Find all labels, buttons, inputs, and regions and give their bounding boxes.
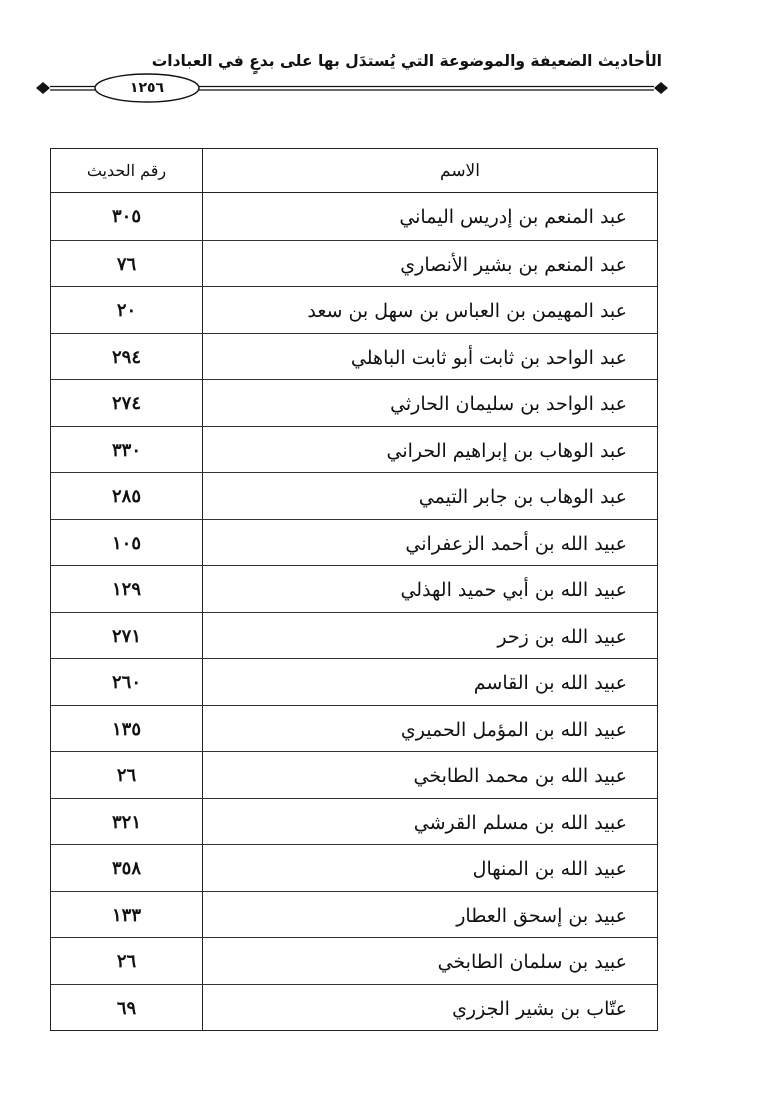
table-row [51,751,657,798]
hadith-number: ٣٣٠ [51,427,203,473]
table-row [51,798,657,845]
table-row [51,984,657,1031]
hadith-number: ٣٠٥ [51,193,203,240]
table-row [51,658,657,705]
narrator-name: عبيد الله بن مسلم القرشي [413,811,627,834]
table-row [51,240,657,287]
narrator-name: عتّاب بن بشير الجزري [452,997,627,1020]
names-index-table [50,148,658,1031]
narrator-name: عبد الواحد بن ثابت أبو ثابت الباهلي [350,346,627,369]
narrator-name: عبيد الله بن المؤمل الحميري [400,718,627,741]
table-row [51,565,657,612]
hadith-number: ٢٧٤ [51,380,203,426]
narrator-name: عبيد بن إسحق العطار [456,904,627,927]
narrator-name: عبيد الله بن المنهال [472,858,627,880]
table-row [51,937,657,984]
table-row [51,705,657,752]
narrator-name: عبيد الله بن زحر [497,625,627,648]
table-row [51,472,657,519]
table-row [51,286,657,333]
narrator-name: عبد المنعم بن بشير الأنصاري [400,253,627,276]
table-row [51,844,657,891]
hadith-number: ٢٦٠ [51,659,203,705]
narrator-name: عبد المهيمن بن العباس بن سهل بن سعد [307,300,627,322]
hadith-number: ١٣٣ [51,892,203,938]
hadith-number: ٢٨٥ [51,473,203,519]
hadith-number: ٢٠ [51,287,203,333]
table-row [51,193,657,240]
table-row [51,519,657,566]
left-diamond-ornament [36,82,50,94]
hadith-number: ٢٩٤ [51,334,203,380]
narrator-name: عبد المنعم بن إدريس اليماني [399,206,627,228]
running-header-title: الأحاديث الضعيفة والموضوعة التي يُستدَل بها على بدعٍ في العبادات [151,52,662,70]
narrator-name: عبد الواحد بن سليمان الحارثي [390,393,627,415]
table-body [51,193,657,1030]
table-row [51,379,657,426]
hadith-number: ٦٩ [51,985,203,1031]
hadith-number: ٧٦ [51,241,203,287]
narrator-name: عبد الوهاب بن جابر التيمي [418,486,627,508]
hadith-number: ١٠٥ [51,520,203,566]
right-diamond-ornament [654,82,668,94]
hadith-number: ٣٢١ [51,799,203,845]
table-row [51,426,657,473]
table-row [51,612,657,659]
hadith-number: ١٣٥ [51,706,203,752]
narrator-name: عبيد الله بن أحمد الزعفراني [405,532,627,555]
narrator-name: عبيد بن سلمان الطابخي [437,951,627,973]
table-header-row [51,149,657,193]
narrator-name: عبيد الله بن أبي حميد الهذلي [400,579,627,601]
narrator-name: عبيد الله بن القاسم [473,672,627,694]
hadith-number: ٢٦ [51,938,203,984]
table-row [51,891,657,938]
header-name-column: الاسم [440,161,480,181]
hadith-number: ٢٧١ [51,613,203,659]
hadith-number: ٣٥٨ [51,845,203,891]
header-number-column: رقم الحديث [51,149,203,192]
narrator-name: عبيد الله بن محمد الطابخي [413,765,627,787]
hadith-number: ٢٦ [51,752,203,798]
table-row [51,333,657,380]
hadith-number: ١٢٩ [51,566,203,612]
narrator-name: عبد الوهاب بن إبراهيم الحراني [386,439,627,462]
page-number: ١٢٥٦ [129,80,165,96]
